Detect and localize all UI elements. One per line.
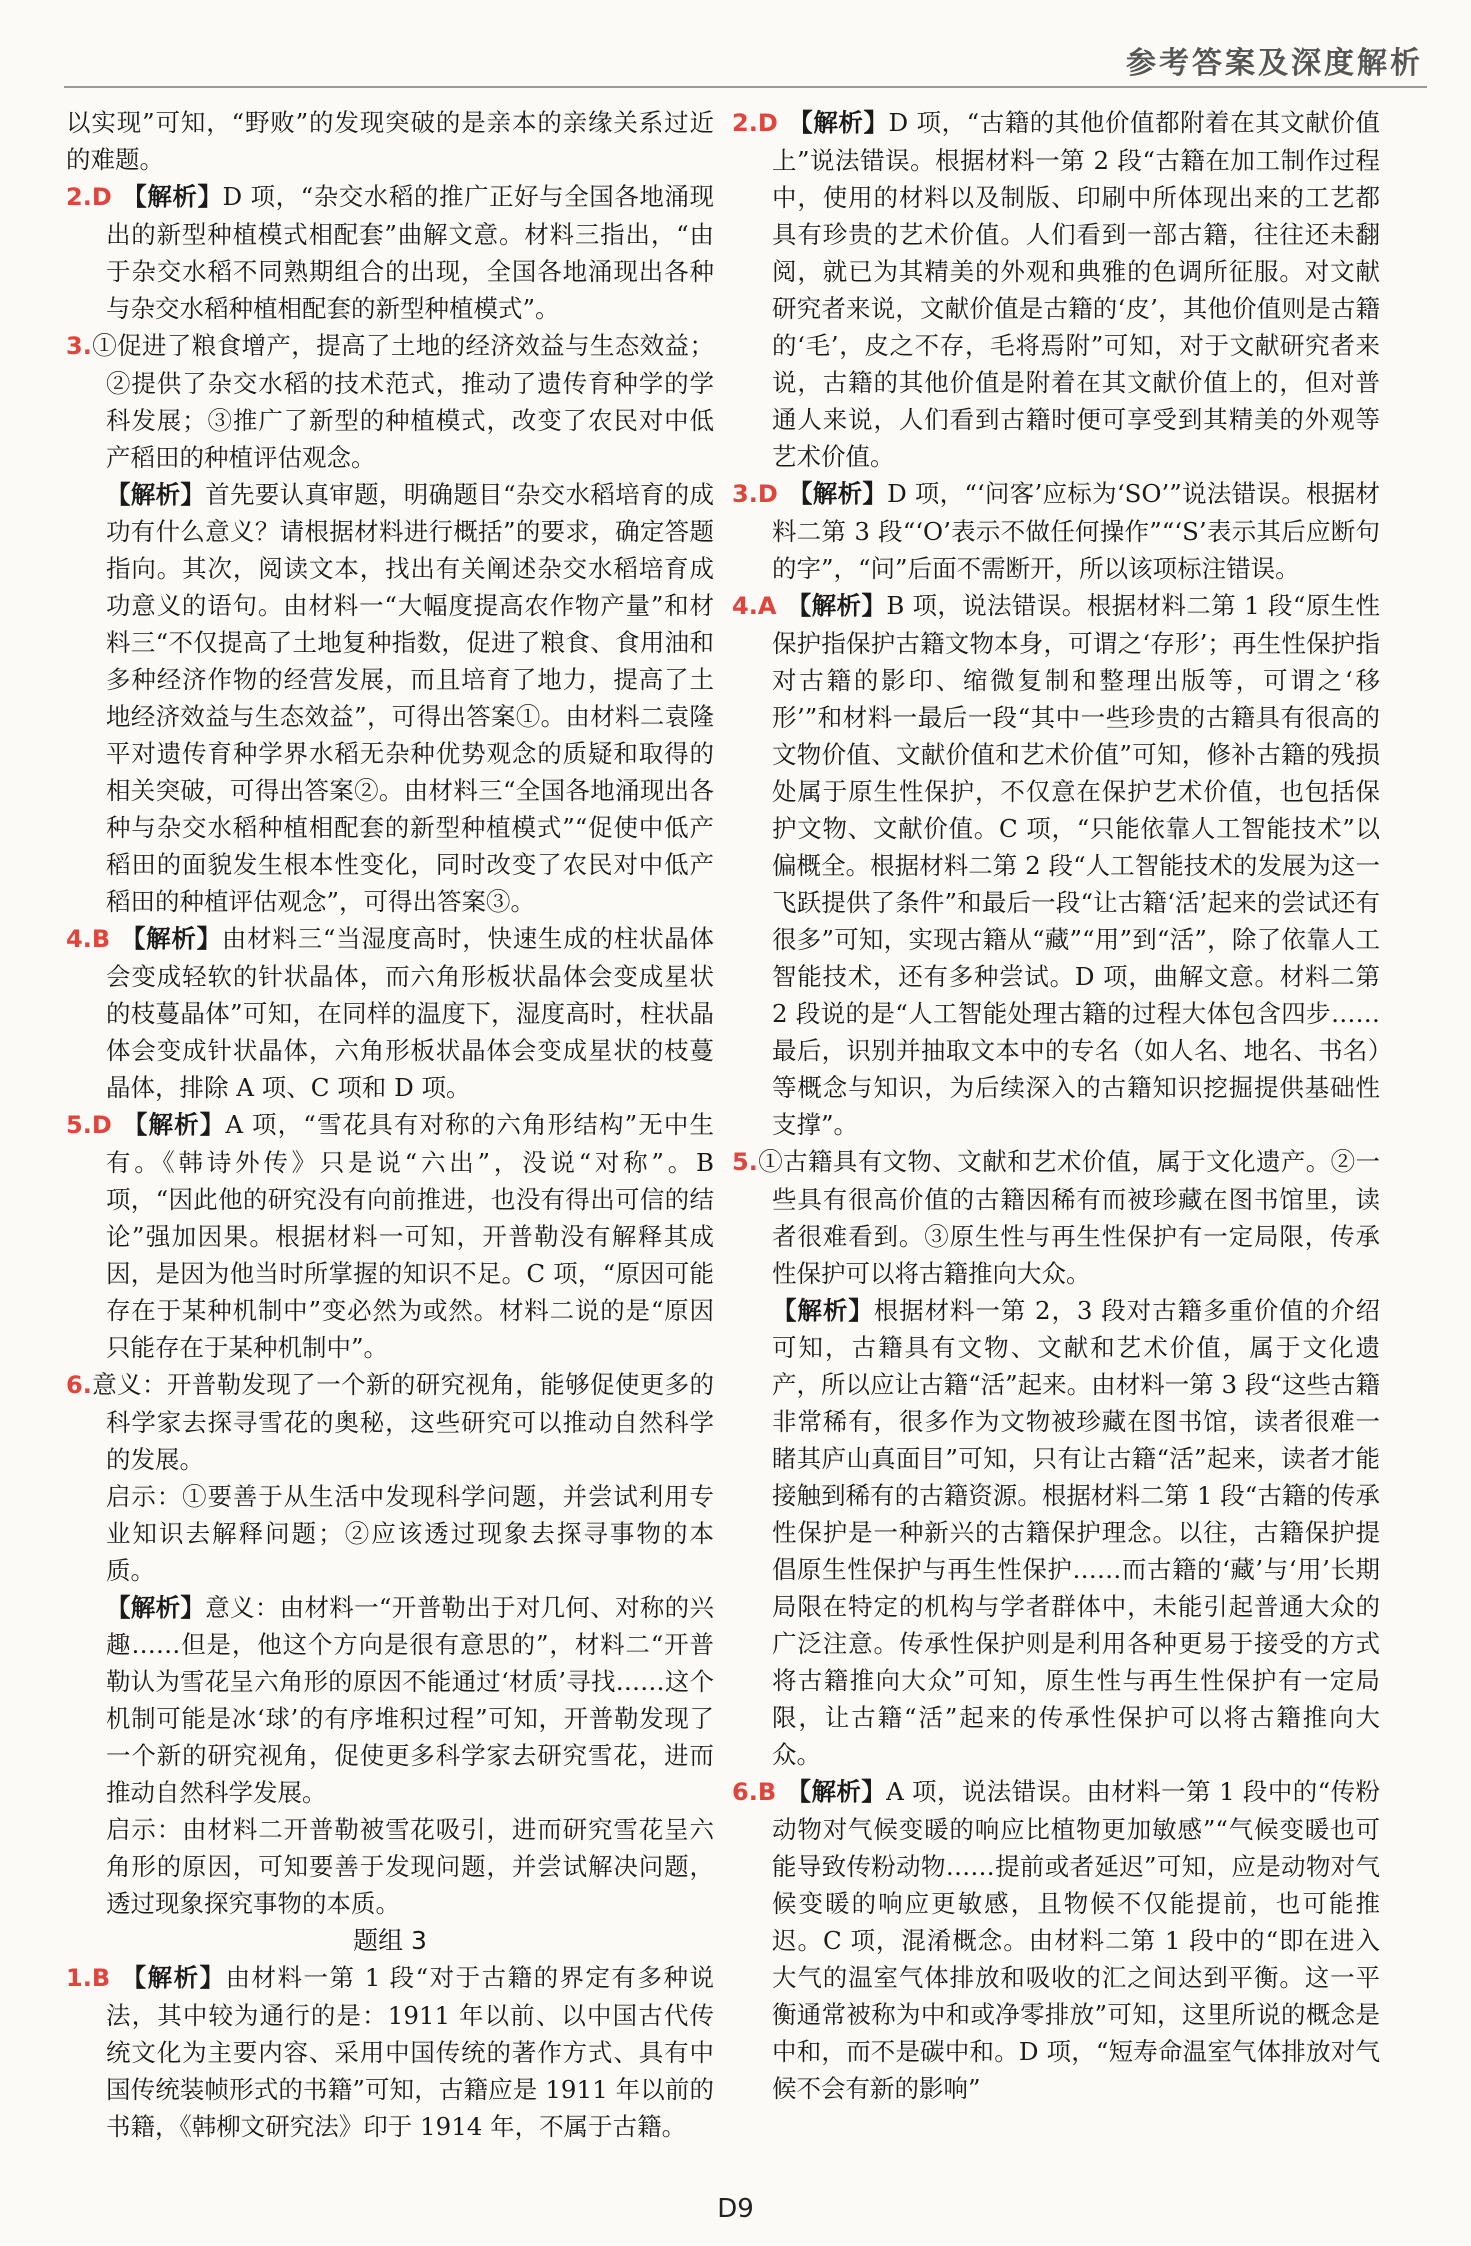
group-title: 题组 3 <box>353 1926 427 1955</box>
answer-choice: B <box>91 925 111 953</box>
analysis-text: D 项，“古籍的其他价值都附着在其文献价值上”说法错误。根据材料一第 2 段“古籍在加工制作过程中，使用的材料以及制版、印刷中所体现出来的工艺都具有珍贵的艺术价值。人们看到一部古籍，往往还未翻阅，就已为其精美的外观和典雅的色调所征服。对文献研究者来说，文献价值是古籍的‘皮’，其他价值则是古籍的‘毛’，皮之不存，毛将焉附”可知，对于文献研究者来说，古籍的其他价值是附着在其文献价值上的，但对普通人来说，人们看到古籍时便可享受到其精美的外观等艺术价值。 <box>772 108 1380 471</box>
analysis-text: A 项，说法错误。由材料一第 1 段中的“传粉动物对气候变暖的响应比植物更加敏感”“气候变暖也可能导致传粉动物……提前或者延迟”可知，应是动物对气候变暖的响应更敏感，且物候不仅能提前，也可能推迟。C 项，混淆概念。由材料二第 1 段中的“即在进入大气的温室气体排放和吸收的汇之间达到平衡。这一平衡通常被称为中和或净零排放”可知，这里所说的概念是中和，而不是碳中和。D 项，“短寿命温室气体排放对气候不会有新的影响” <box>772 1777 1381 2103</box>
analysis-tag: 【解析】 <box>786 1777 887 1806</box>
answer-item-g3-4 <box>732 587 1380 1143</box>
answer-choice: B <box>757 1778 777 1806</box>
analysis-tag: 【解析】 <box>121 182 223 211</box>
analysis-text: D 项，“杂交水稻的推广正好与全国各地涌现出的新型种植模式相配套”曲解文意。材料三指出，“由于杂交水稻不同熟期组合的出现，全国各地涌现出各种与杂交水稻种植相配套的新型种植模式”。 <box>106 182 714 323</box>
answer-item-g3-1 <box>66 1959 714 2145</box>
answer-item-g3-5 <box>732 1143 1380 1292</box>
answer-continuation: 以实现”可知，“野败”的发现突破的是亲本的亲缘关系过近的难题。 <box>66 108 714 174</box>
right-column <box>732 104 1380 2107</box>
question-number: 5. <box>732 1148 758 1176</box>
answer-text: ①古籍具有文物、文献和艺术价值，属于文化遗产。②一些具有很高价值的古籍因稀有而被珍藏在图书馆里，读者很难看到。③原生性与再生性保护有一定局限，传承性保护可以将古籍推向大众。 <box>757 1147 1380 1288</box>
question-number: 6. <box>732 1778 758 1806</box>
analysis-tag: 【解析】 <box>106 1593 206 1622</box>
answer-item-5 <box>66 1106 714 1366</box>
analysis-tag: 【解析】 <box>772 1296 874 1325</box>
answer-choice: D <box>757 109 778 137</box>
answer-item-g3-6 <box>732 1773 1380 2107</box>
answer-item-g3-3 <box>732 475 1380 587</box>
analysis-tag: 【解析】 <box>106 480 206 509</box>
analysis-text: 由材料三“当湿度高时，快速生成的柱状晶体会变成轻软的针状晶体，而六角形板状晶体会变成星状的枝蔓晶体”可知，在同样的温度下，湿度高时，柱状晶体会变成针状晶体，六角形板状晶体会变成星状的枝蔓晶体，排除 A 项、C 项和 D 项。 <box>106 924 714 1102</box>
analysis-tag: 【解析】 <box>787 479 888 508</box>
analysis-text: 首先要认真审题，明确题目“杂交水稻培育的成功有什么意义？请根据材料进行概括”的要求，确定答题指向。其次，阅读文本，找出有关阐述杂交水稻培育成功意义的语句。由材料一“大幅度提高农作物产量”和材料三“不仅提高了土地复种指数，促进了粮食、食用油和多种经济作物的经营发展，而且培育了地力，提高了土地经济效益与生态效益”，可得出答案①。由材料二袁隆平对遗传育种学界水稻无杂种优势观念的质疑和取得的相关突破，可得出答案②。由材料三“全国各地涌现出各种与杂交水稻种植相配套的新型种植模式”“促使中低产稻田的面貌发生根本性变化，同时改变了农民对中低产稻田的种植评估观念”，可得出答案③。 <box>106 480 714 916</box>
header-rule <box>64 86 1427 88</box>
question-number: 5. <box>66 1111 92 1139</box>
answer-item-2 <box>66 178 714 327</box>
answer-choice: D <box>91 183 112 211</box>
analysis-tag: 【解析】 <box>120 924 222 953</box>
answer-item-4 <box>66 920 714 1106</box>
insight-paragraph: 启示：①要善于从生活中发现科学问题，并尝试利用专业知识去解释问题；②应该透过现象去探寻事物的本质。 <box>106 1482 714 1585</box>
answer-choice: D <box>91 1111 112 1139</box>
analysis-text: 意义：由材料一“开普勒出于对几何、对称的兴趣……但是，他这个方向是很有意思的”，材料二“开普勒认为雪花呈六角形的原因不能通过‘材质’寻找……这个机制可能是冰‘球’的有序堆积过程”可知，开普勒发现了一个新的研究视角，促使更多科学家去研究雪花，进而推动自然科学发展。 <box>106 1593 714 1807</box>
question-number: 2. <box>66 183 92 211</box>
analysis-tag: 【解析】 <box>121 1110 226 1139</box>
analysis-text: 由材料一第 1 段“对于古籍的界定有多种说法，其中较为通行的是：1911 年以前、以中国古代传统文化为主要内容、采用中国传统的著作方式、具有中国传统装帧形式的书籍”可知，古籍应是 1911 年以前的书籍，《韩柳文研究法》印于 1914 年，不属于古籍。 <box>106 1963 715 2141</box>
analysis-tag: 【解析】 <box>786 591 887 620</box>
analysis-text: B 项，说法错误。根据材料二第 1 段“原生性保护指保护古籍文物本身，可谓之‘存形’；再生性保护指对古籍的影印、缩微复制和整理出版等，可谓之‘移形’”和材料一最后一段“其中一些珍贵的古籍具有很高的文物价值、文献价值和艺术价值”可知，修补古籍的残损处属于原生性保护，不仅意在保护艺术价值，也包括保护文物、文献价值。C 项，“只能依靠人工智能技术”以偏概全。根据材料二第 2 段“人工智能技术的发展为这一飞跃提供了条件”和最后一段“让古籍‘活’起来的尝试还有很多”可知，实现古籍从“藏”“用”到“活”，除了依靠人工智能技术，还有多种尝试。D 项，曲解文意。材料二第 2 段说的是“人工智能处理古籍的过程大体包含四步……最后，识别并抽取文本中的专名（如人名、地名、书名）等概念与知识，为后续深入的古籍知识挖掘提供基础性支撑”。 <box>772 591 1380 1139</box>
question-number: 1. <box>66 1964 92 1992</box>
answer-item-g3-2 <box>732 104 1380 475</box>
question-number: 6. <box>66 1371 92 1399</box>
answer-text: ①促进了粮食增产，提高了土地的经济效益与生态效益；②提供了杂交水稻的技术范式，推动了遗传育种学的学科发展；③推广了新型的种植模式，改变了农民对中低产稻田的种植评估观念。 <box>91 331 714 472</box>
answer-choice: D <box>757 480 778 508</box>
analysis-tag: 【解析】 <box>120 1963 226 1992</box>
answer-item-6 <box>66 1366 714 1478</box>
page-number: D9 <box>717 2194 754 2224</box>
answer-item-3 <box>66 327 714 476</box>
question-number: 3. <box>66 332 92 360</box>
analysis-paragraph-2: 启示：由材料二开普勒被雪花吸引，进而研究雪花呈六角形的原因，可知要善于发现问题，并尝试解决问题，透过现象探究事物的本质。 <box>106 1815 714 1918</box>
question-number: 4. <box>732 592 758 620</box>
answer-choice: B <box>91 1964 111 1992</box>
page-header-title: 参考答案及深度解析 <box>1126 46 1423 81</box>
analysis-paragraph <box>66 1589 714 1811</box>
analysis-text: A 项，“雪花具有对称的六角形结构”无中生有。《韩诗外传》只是说“六出”，没说“对称”。B 项，“因此他的研究没有向前推进，也没有得出可信的结论”强加因果。根据材料一可知，开普勒没有解释其成因，是因为他当时所掌握的知识不足。C 项，“原因可能存在于某种机制中”变必然为或然。材料二说的是“原因只能存在于某种机制中”。 <box>106 1110 714 1362</box>
question-number: 4. <box>66 925 92 953</box>
question-number: 3. <box>732 480 758 508</box>
left-column <box>66 104 714 2145</box>
question-number: 2. <box>732 109 758 137</box>
answer-choice: A <box>757 592 777 620</box>
analysis-paragraph <box>732 1292 1380 1773</box>
analysis-tag: 【解析】 <box>787 108 889 137</box>
answer-text: 意义：开普勒发现了一个新的研究视角，能够促使更多的科学家去探寻雪花的奥秘，这些研究可以推动自然科学的发展。 <box>91 1370 714 1474</box>
analysis-text: D 项，“‘问客’应标为‘SO’”说法错误。根据材料二第 3 段“‘O’表示不做任何操作”“‘S’表示其后应断句的字”，“问”后面不需断开，所以该项标注错误。 <box>772 479 1380 583</box>
analysis-paragraph <box>66 476 714 920</box>
analysis-text: 根据材料一第 2，3 段对古籍多重价值的介绍可知，古籍具有文物、文献和艺术价值，属于文化遗产，所以应让古籍“活”起来。由材料一第 3 段“这些古籍非常稀有，很多作为文物被珍藏在图书馆，读者很难一睹其庐山真面目”可知，只有让古籍“活”起来，读者才能接触到稀有的古籍资源。根据材料二第 1 段“古籍的传承性保护是一种新兴的古籍保护理念。以往，古籍保护提倡原生性保护与再生性保护……而古籍的‘藏’与‘用’长期局限在特定的机构与学者群体中，未能引起普通大众的广泛注意。传承性保护则是利用各种更易于接受的方式将古籍推向大众”可知，原生性与再生性保护有一定局限，让古籍“活”起来的传承性保护可以将古籍推向大众。 <box>772 1296 1381 1769</box>
